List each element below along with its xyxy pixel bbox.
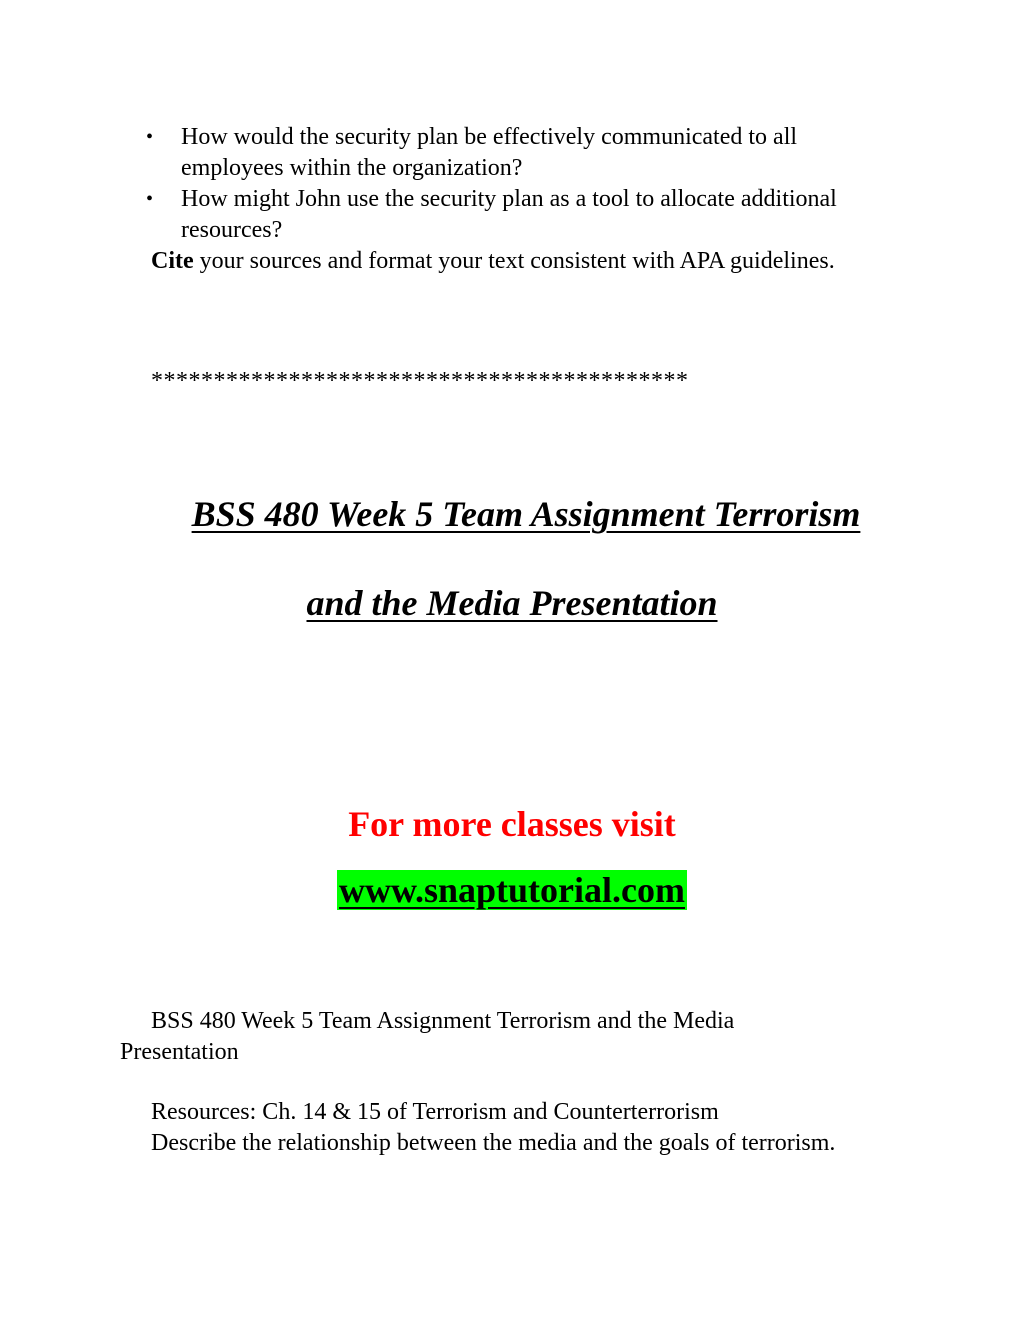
list-item bbox=[120, 184, 900, 246]
bullet-icon: • bbox=[146, 188, 154, 210]
list-item-text: How might John use the security plan as a tool to allocate additional resources? bbox=[181, 186, 837, 243]
question-list bbox=[120, 122, 900, 246]
cite-text: your sources and format your text consistent with APA guidelines. bbox=[193, 248, 835, 274]
describe-paragraph: Describe the relationship between the media and the goals of terrorism. bbox=[151, 1130, 836, 1156]
list-item bbox=[120, 122, 900, 184]
description-paragraph: BSS 480 Week 5 Team Assignment Terrorism and the Media Presentation bbox=[120, 1008, 735, 1065]
cite-bold-lead: Cite bbox=[151, 248, 194, 274]
separator-line: ******************************************* bbox=[151, 368, 689, 394]
resources-paragraph: Resources: Ch. 14 & 15 of Terrorism and Counterterrorism bbox=[151, 1099, 719, 1125]
cite-paragraph bbox=[120, 246, 840, 277]
promo-link[interactable]: www.snaptutorial.com bbox=[338, 870, 685, 910]
promo-link-line bbox=[0, 868, 1024, 912]
bullet-icon: • bbox=[146, 126, 154, 148]
list-item-text: How would the security plan be effectively communicated to all employees within the organization? bbox=[181, 124, 798, 181]
page-title-line-2: and the Media Presentation bbox=[306, 583, 718, 623]
page-title-line-1: BSS 480 Week 5 Team Assignment Terrorism bbox=[191, 494, 861, 534]
promo-heading: For more classes visit bbox=[348, 804, 676, 844]
